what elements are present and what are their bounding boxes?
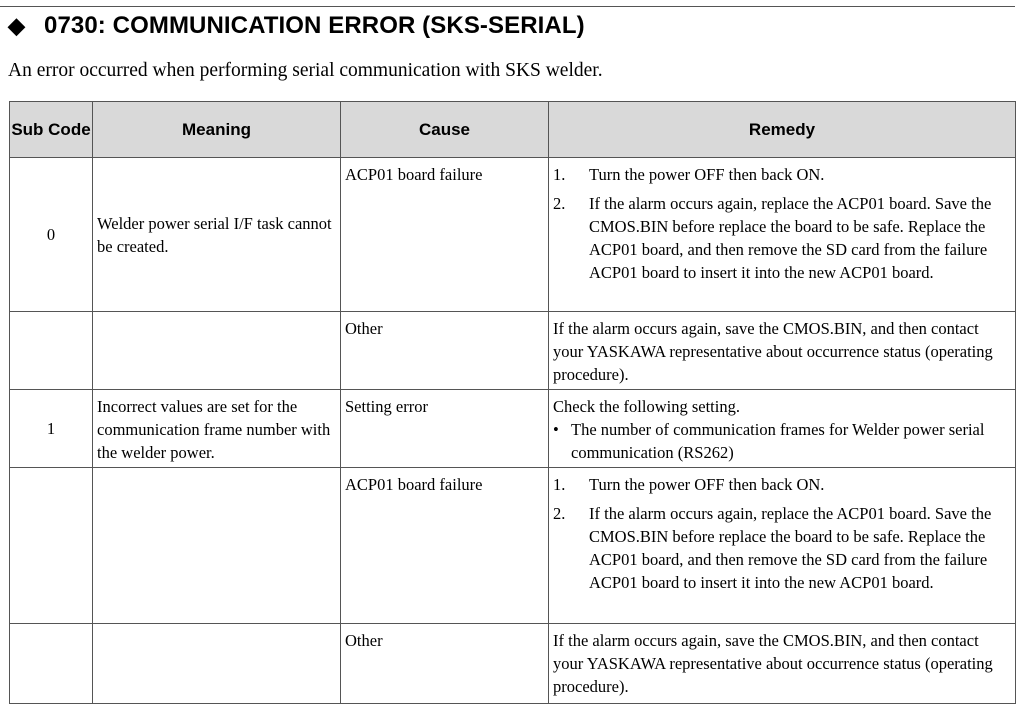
step-number: 2. <box>553 194 566 213</box>
remedy-cell: If the alarm occurs again, save the CMOS.BIN, and then contact your YASKAWA representative about occurrence status (operating procedure). <box>549 312 1016 390</box>
step-text: Turn the power OFF then back ON. <box>589 475 825 494</box>
section-heading <box>8 12 585 40</box>
bullet-text: The number of communication frames for Welder power serial communication (RS262) <box>571 420 985 462</box>
step-number: 2. <box>553 504 566 523</box>
table-row <box>10 390 1016 468</box>
step-text: If the alarm occurs again, replace the ACP01 board. Save the CMOS.BIN before replace the board to be safe. Replace the ACP01 board, and then remove the SD card from the failure ACP01 board to insert it into the new ACP01 board. <box>589 504 992 592</box>
step-text: If the alarm occurs again, replace the ACP01 board. Save the CMOS.BIN before replace the board to be safe. Replace the ACP01 board, and then remove the SD card from the failure ACP01 board to insert it into the new ACP01 board. <box>589 194 992 282</box>
sub-code-cell <box>10 468 93 624</box>
intro-text: An error occurred when performing serial communication with SKS welder. <box>8 60 603 81</box>
step-text: Turn the power OFF then back ON. <box>589 165 825 184</box>
table-header-row <box>10 102 1016 158</box>
cause-cell: Other <box>341 312 549 390</box>
diamond-bullet-icon: ◆ <box>8 13 26 38</box>
cause-cell: ACP01 board failure <box>341 158 549 312</box>
header-cause: Cause <box>341 102 549 158</box>
remedy-bullet <box>553 418 1009 464</box>
table-row <box>10 468 1016 624</box>
remedy-step <box>553 163 1009 186</box>
meaning-cell <box>93 312 341 390</box>
table-row <box>10 312 1016 390</box>
remedy-cell: If the alarm occurs again, save the CMOS.BIN, and then contact your YASKAWA representative about occurrence status (operating procedure). <box>549 624 1016 704</box>
sub-code-cell <box>10 624 93 704</box>
sub-code-cell <box>10 312 93 390</box>
step-number: 1. <box>553 475 566 494</box>
heading-title: 0730: COMMUNICATION ERROR (SKS-SERIAL) <box>44 12 585 39</box>
table-row <box>10 624 1016 704</box>
remedy-step <box>553 192 1009 284</box>
cause-cell: ACP01 board failure <box>341 468 549 624</box>
header-meaning: Meaning <box>93 102 341 158</box>
meaning-cell <box>93 624 341 704</box>
cause-cell: Other <box>341 624 549 704</box>
meaning-cell <box>93 468 341 624</box>
sub-code-cell: 0 <box>10 158 93 312</box>
remedy-step <box>553 502 1009 594</box>
remedy-intro: Check the following setting. <box>553 397 740 416</box>
sub-code-cell: 1 <box>10 390 93 468</box>
meaning-cell: Welder power serial I/F task cannot be created. <box>93 158 341 312</box>
remedy-cell <box>549 468 1016 624</box>
remedy-cell <box>549 390 1016 468</box>
table-row <box>10 158 1016 312</box>
bullet-icon: • <box>553 420 559 439</box>
error-table <box>9 101 1016 704</box>
top-rule <box>0 6 1015 7</box>
header-sub-code: Sub Code <box>10 102 93 158</box>
step-number: 1. <box>553 165 566 184</box>
remedy-cell <box>549 158 1016 312</box>
remedy-step <box>553 473 1009 496</box>
cause-cell: Setting error <box>341 390 549 468</box>
meaning-cell: Incorrect values are set for the communication frame number with the welder power. <box>93 390 341 468</box>
header-remedy: Remedy <box>549 102 1016 158</box>
